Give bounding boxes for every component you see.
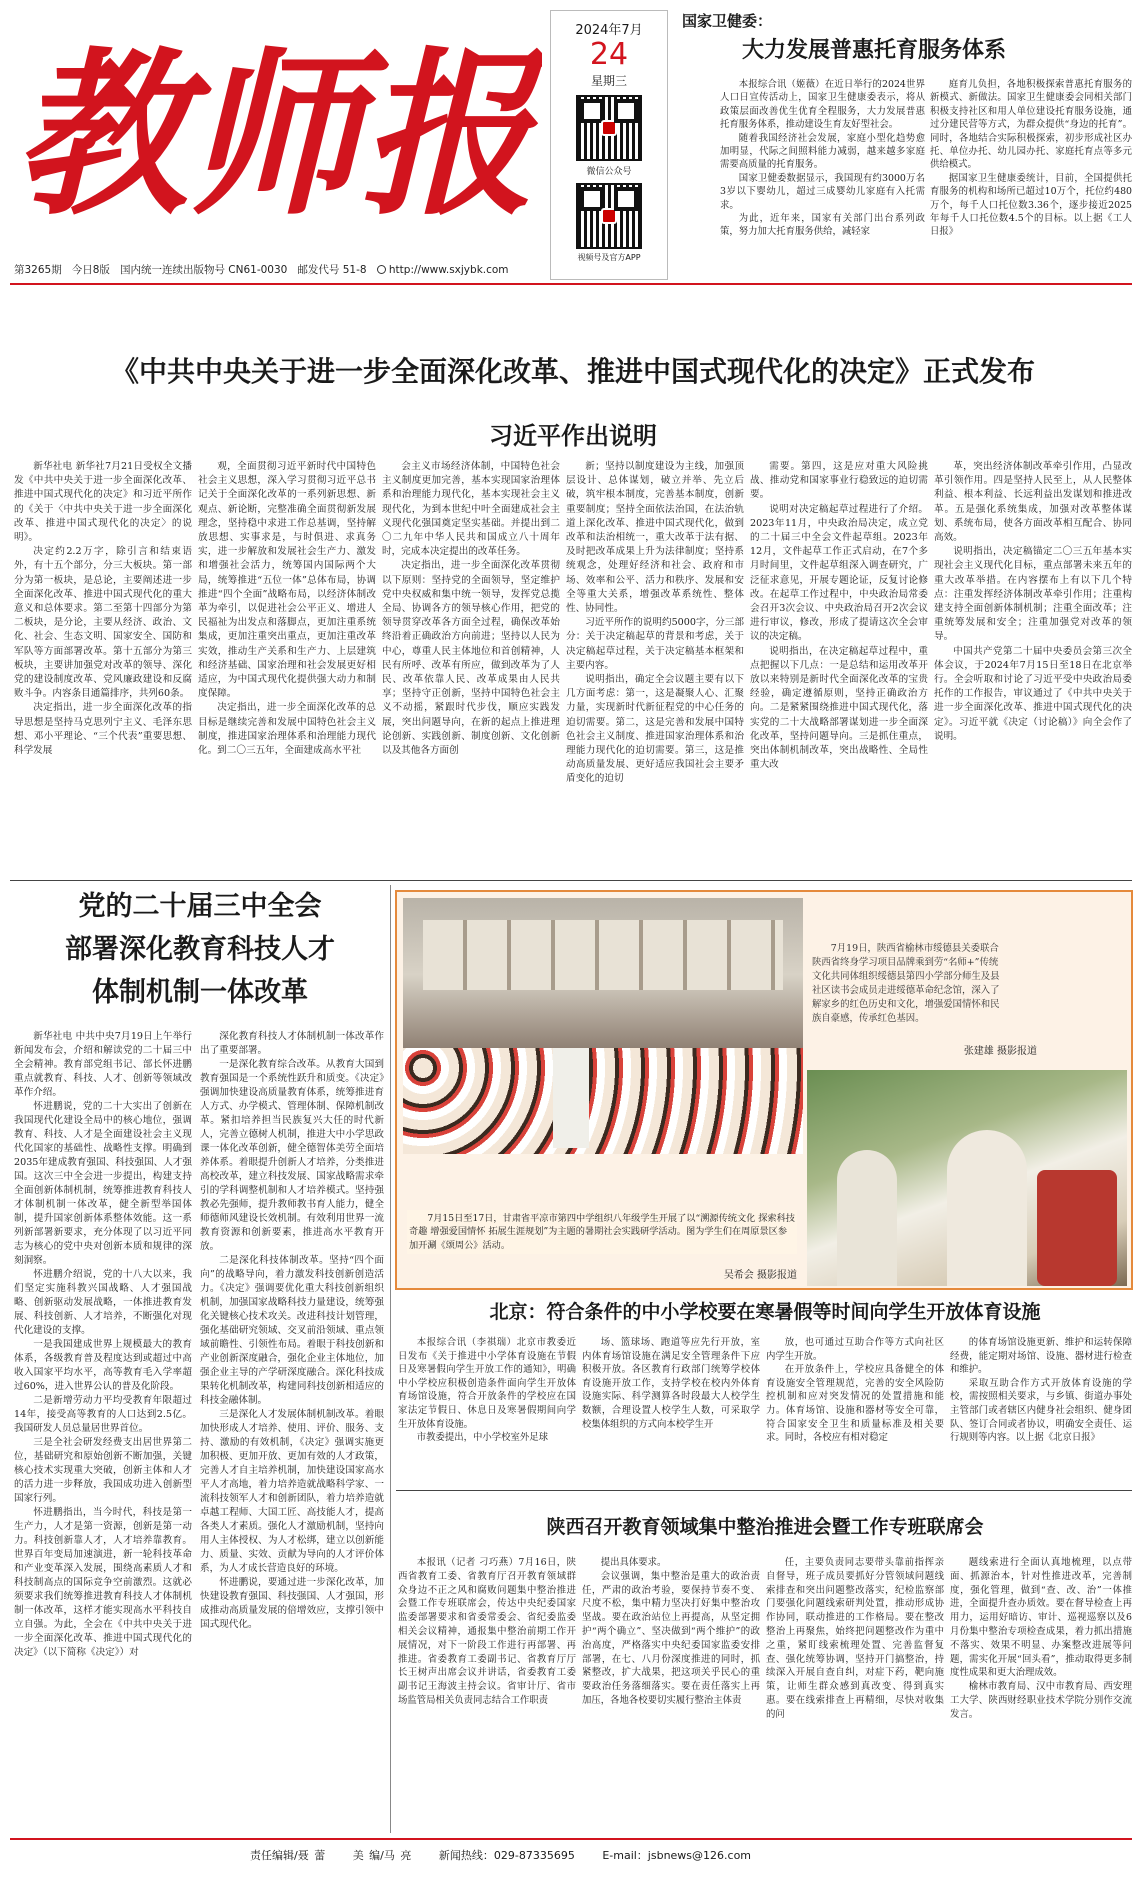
lead-col5: 需要。第四，这是应对重大风险挑战、推动党和国家事业行稳致远的迫切需要。 说明对决定稿起草过程进行了介绍。2023年11月，中央政治局决定，成立党的二十届三中全会文件起草组。2023年12月，文件起草工作正式启动，在7个多月时间里，文件起草组深入调查研究，广泛征求意见，开展专题论证，反复讨论修改。在起草工作过程中，中央政治局常委会召开3次会议、中央政治局召开2次会议进行审议，修改，形成了提请这次全会审议的决定稿。 说明指出，在决定稿起草过程中，重点把握以下几点：一是总结和运用改革开放以来特别是新时代全面深化改革的宝贵经验，确定遵循原则，坚持正确政治方向。二是紧紧围绕推进中国式现代化，落实党的二十大战略部署谋划进一步全面深化改革，坚持问题导向。三是抓住重点，突出体制机制改革，突出战略性、全局性重大改 [750,461,928,771]
website-link[interactable]: http://www.sxjybk.com [388,264,509,276]
left-story-col1: 新华社电 中共中央7月19日上午举行新闻发布会，介绍和解读党的二十届三中全会精神。教育部党组书记、部长怀进鹏重点就教育、科技、人才、创新等领域改革作介绍。 怀进鹏说，党的二十大实出了创新在我国现代化建设全局中的核心地位，强调教育、科技、人才是全面建设社会主义现代化国家的基础性、战略性支撑。明确到2035年建成教育强国、科技强国、人才强国。这次三中全会进一步提出，构建支持全面创新体制机制，统筹推进教育科技人才体制机制一体改革，健全新型举国体制，提升国家创新体系整体效能。这一系列新部署新要求，充分体现了以习近平同志为核心的党中央对创新本质和规律的深刻洞察。 怀进鹏介绍说，党的十八大以来，我们坚定实施科教兴国战略、人才强国战略、创新驱动发展战略，一体推进教育发展、科技创新、人才培养，不断强化对现代化建设的支撑。 一是我国建成世界上规模最大的教育体系，各级教育普及程度达到或超过中高收入国家平均水平，高等教育毛入学率超过60%，进入世界公认的普及化阶段。 二是新增劳动力平均受教育年限超过14年，接受高等教育的人口达到2.5亿。我国研发人员总量居世界首位。 三是全社会研发经费支出居世界第二位，基础研究和原始创新不断加强，关键核心技术实现重大突破，创新主体和人才的活力进一步释放，我国成功进入创新型国家行列。 怀进鹏指出，当今时代，科技是第一生产力，人才是第一资源，创新是第一动力。科技创新靠人才，人才培养靠教育。世界百年变局加速演进，新一轮科技革命和产业变革深入发展，围绕高素质人才和科技制高点的国际竞争空前激烈。这就必须要求我们统筹推进教育科技人才体制机制一体改革，这样才能实现高水平科技自立自强。为此，全会在《中共中央关于进一步全面深化改革、推进中国式现代化的决定》（以下简称《决定》）对 [14,1031,192,1658]
photo-credit-2: 吴希会 摄影报道 [723,1270,797,1281]
qr1-label: 微信公众号 [586,167,632,177]
masthead-logo [14,22,542,232]
photo-credit-1: 张建雄 摄影报道 [963,1046,1037,1057]
lead-col1: 新华社电 新华社7月21日受权全文播发《中共中央关于进一步全面深化改革、推进中国式现代化的决定》和习近平所作的《关于〈中共中央关于进一步全面深化改革、推进中国式现代化的决定〉的说明》。 决定约2.2万字，除引言和结束语外，有十五个部分，分三大板块。第一部分为第一板块，是总论，主要阐述进一步全面深化改革、推进中国式现代化的重大意义和总体要求。第二至第十四部分为第二板块，是分论，主要从经济、政治、文化、社会、生态文明、国家安全、国防和军队等方面部署改革。第十五部分为第三板块，主要讲加强党对改革的领导、深化党的建设制度改革、党风廉政建设和反腐败斗争。内容条目通篇排序，共列60条。 决定指出，进一步全面深化改革的指导思想是坚持马克思列宁主义、毛泽东思想、邓小平理论、“三个代表”重要思想、科学发展 [14,461,192,757]
lead-col6: 革，突出经济体制改革牵引作用，凸显改革引领作用。四是坚持人民至上，从人民整体利益、根本利益、长远利益出发谋划和推进改革。五是强化系统集成，加强对改革整体谋划、系统布局，使各方面改革相互配合、协同高效。 说明指出，决定稿锚定二〇三五年基本实现社会主义现代化目标，重点部署未来五年的重大改革举措。在内容摆布上有以下几个特点：注重发挥经济体制改革牵引作用；注重构建支持全面创新体制机制；注重全面改革；注重统筹发展和安全；注重加强党对改革的领导。 中国共产党第二十届中央委员会第三次全体会议，于2024年7月15日至18日在北京举行。全会听取和讨论了习近平受中央政治局委托作的工作报告，审议通过了《中共中央关于进一步全面深化改革、推进中国式现代化的决定》。习近平就《决定（讨论稿）》向全会作了说明。 [934,461,1132,742]
date-box [550,10,668,280]
beijing-col2: 场、篮球场、跑道等应先行开放，室内体育场馆设施在满足安全管理条件下应积极开放。各区教育行政部门统筹学校体育设施开放工作，支持学校在校内外体育设施实际、科学测算各时段最大人校学生数额，合理设置人校学生人数，可采取学校集体组织的方式向本校学生开 [582,1337,760,1430]
date-weekday: 星期三 [590,74,627,88]
wechat-qr-code[interactable] [576,95,642,161]
issue-number: 第3265期 [14,264,62,276]
postal-code: 邮发代号 51-8 [297,264,367,276]
beijing-col3: 放，也可通过互助合作等方式向社区内学生开放。 在开放条件上，学校应具备健全的体育设施安全管理规范，完善的安全风险防控机制和应对突发情况的处置措施和能力。体育场馆、设施和器材等安全可靠，符合国家安全卫生和质量标准及相关要求。同时，各校应有相对稳定 [766,1337,944,1444]
shaanxi-col2: 提出具体要求。 会议强调，集中整治是重大的政治责任，严肃的政治考验，要保持节奏不变、尺度不松，集中精力坚决打好集中整治攻坚战。要在政治站位上再提高，从坚定拥护“两个确立”、坚决做到“两个维护”的政治高度，严格落实中央纪委国家监委安排部署，在七、八月份深度推进的同时，抓紧整改，扩大战果，把这项关乎民心的重要政治任务落细落实。要在责任落实上再加压，各地各校要切实履行整治主体责 [582,1557,760,1706]
footer-info [250,1847,1130,1863]
globe-icon [377,265,386,274]
footer-email[interactable]: E-mail：jsbnews@126.com [602,1849,752,1862]
left-story-title: 党的二十届三中全会 部署深化教育科技人才 体制机制一体改革 [65,891,335,1008]
photo-ceremony [807,1070,1127,1286]
footer-designer: 美 编/马 亮 [352,1849,412,1862]
shaanxi-story-title: 陕西召开教育领域集中整治推进会暨工作专班联席会 [546,1516,984,1538]
photo-caption-1: 7月19日，陕西省榆林市绥德县关委联合陕西省终身学习项目品牌乘到劳“名师+”传统文化共同体组织绥德县第四小学部分师生及县社区读书会成员走进绥德革命纪念馆，深入了解家乡的红色历史和文化，增强爱国情怀和民族自豪感，传承红色基因。 [812,943,1000,1024]
date-day: 24 [589,37,629,72]
top-story-col2: 庭育儿负担，各地积极探索普惠托育服务的新模式、新做法。国家卫生健康委会同相关部门积极支持社区和用人单位建设托育服务设施，通过分建民营等方式，为群众提供“身边的托育”。同时，各地结合实际积极探索，初步形成社区办托、单位办托、幼儿园办托、家庭托育点等多元供给模式。 据国家卫生健康委统计，目前，全国提供托育服务的机构和场所已超过10万个，托位约480万个，每千人口托位数3.36个，逐步接近2025年每千人口托位数4.5个的目标。以上据《工人日报》 [930,79,1132,238]
logo-calligraphy [14,22,542,232]
shaanxi-col4: 题线索进行全面认真地梳理，以点带面、抓源治本，针对性推进改革，完善制度，强化管理，做到“查、改、治”一体推进，全面提升查办质效。要在督导检查上再用力，运用好暗访、审计、巡视巡察以及6月份集中整治专项检查成果，着力抓出措施不落实、效果不明显、办案整改进展等问题，需实化开展“回头看”，推动取得更多制度性成果和更大治理成效。 榆林市教育局、汉中市教育局、西安理工大学、陕西财经职业技术学院分别作交流发言。 [950,1557,1132,1720]
cn-number: 国内统一连续出版物号 CN61-0030 [119,264,288,276]
beijing-col1: 本报综合讯（李祺瑞）北京市教委近日发布《关于推进中小学体育设施在节假日及寒暑假向学生开放工作的通知》，明确中小学校应积极创造条件面向学生开放体育场馆设施，符合开放条件的学校应在国家法定节假日、休息日及寒暑假期间向学生开放体育设施。 市教委提出，中小学校室外足球 [398,1337,576,1444]
photo-caption-2: 7月15日至17日，甘肃省平凉市第四中学组织八年级学生开展了以“溯源传统文化 探索科技奇趣 增强爱国情怀 拓展生涯规划”为主题的暑期社会实践研学活动。图为学生们在周原景区参加开涮《颂周公》活动。 [407,1210,797,1254]
footer-rule [10,1838,1132,1840]
top-story-kicker: 国家卫健委： [682,12,773,30]
app-qr-code[interactable] [576,183,642,249]
logo-text: 教师报 [14,30,542,232]
shaanxi-col1: 本报讯（记者 刁巧燕）7月16日，陕西省教育工委、省教育厅召开教育领域群众身边不正之风和腐败问题集中整治推进会暨工作专班联席会，传达中央纪委国家监委部署要求和省委常委会、省纪委监委相关会议精神，通报集中整治前期工作开展情况，对下一阶段工作进行再部署、再推进。省委教育工委副书记、省教育厅厅长王树声出席会议并讲话，省委教育工委副书记王海波主持会议。省审计厅、省市场监管局相关负责同志结合工作职责 [398,1557,576,1706]
top-story-col1: 本报综合讯（姬薇）在近日举行的2024世界人口日宣传活动上，国家卫生健康委表示，将从政策层面改善优生优育全程服务，大力发展普惠托育服务体系，推动建设生育友好型社会。 随着我国经济社会发展，家庭小型化趋势愈加明显，代际之间照料能力减弱，越来越多家庭需要高质量的托育服务。 国家卫健委数据显示，我国现有约3000万名3岁以下婴幼儿，超过三成婴幼儿家庭有入托需求。 为此，近年来，国家有关部门出台系列政策，努力加大托育服务供给，减轻家 [720,79,925,238]
left-story-col2: 深化教育科技人才体制机制一体改革作出了重要部署。 一是深化教育综合改革。从教育大国到教育强国是一个系统性跃升和质变。《决定》强调加快建设高质量教育体系，统筹推进育人方式、办学模式、管理体制、保障机制改革。紧扣培养担当民族复兴大任的时代新人，完善立德树人机制，推进大中小学思政课一体化改革创新，健全德智体美劳全面培养体系。着眼提升创新人才培养，分类推进高校改革，建立科技发展、国家战略需求牵引的学科调整机制和人才培养模式。坚持强教必先强师，提升教师教书育人能力，健全师德师风建设长效机制。有效利用世界一流教育资源和创新要素，推进高水平教育开放。 二是深化科技体制改革。坚持“四个面向”的战略导向，着力激发科技创新创造活力。《决定》强调要优化重大科技创新组织机制，加强国家战略科技力量建设，统筹强化关键核心技术攻关。改进科技计划管理，强化基础研究领域、交叉前沿领域、重点领域前瞻性、引领性布局。着眼于科技创新和产业创新深度融合，强化企业主体地位，加强企业主导的产学研深度融合。深化科技成果转化机制改革，构建同科技创新相适应的科技金融体制。 三是深化人才发展体制机制改革。着眼加快形成人才培养、使用、评价、服务、支持、激励的有效机制，《决定》强调实施更加积极、更加开放、更加有效的人才政策，完善人才自主培养机制，加快建设国家高水平人才高地，着力培养造就战略科学家、一流科技领军人才和创新团队，着力培养造就卓越工程师、大国工匠、高技能人才，提高各类人才素质。强化人才激励机制，坚持向用人主体授权、为人才松绑，建立以创新能力、质量、实效、贡献为导向的人才评价体系，为人才成长营造良好的环境。 怀进鹏说，要通过进一步深化改革，加快建设教育强国、科技强国、人才强国，形成推动高质量发展的倍增效应，支撑引领中国式现代化。 [200,1031,384,1630]
lead-bottom-rule [10,880,1132,881]
lead-col2: 观，全面贯彻习近平新时代中国特色社会主义思想，深入学习贯彻习近平总书记关于全面深化改革的一系列新思想、新观点、新论断，完整准确全面贯彻新发展理念，坚持稳中求进工作总基调，坚持解放思想、实事求是，与时俱进、求真务实，进一步解放和发展社会生产力、激发和增强社会活力，统筹国内国际两个大局，统筹推进“五位一体”总体布局，协调推进“四个全面”战略布局，以经济体制改革为牵引，以促进社会公平正义、增进人民福祉为出发点和落脚点，更加注重系统集成，更加注重突出重点，更加注重改革实效，推动生产关系和生产力、上层建筑和经济基础、国家治理和社会发展更好相适应，为中国式现代化提供强大动力和制度保障。 决定指出，进一步全面深化改革的总目标是继续完善和发展中国特色社会主义制度，推进国家治理体系和治理能力现代化。到二〇三五年，全面建成高水平社 [198,461,376,757]
top-story-title: 大力发展普惠托育服务体系 [742,38,1007,63]
photo-feature [395,890,1133,1290]
date-year-month: 2024年7月 [575,23,643,38]
shaanxi-col3: 任，主要负责同志要带头靠前指挥亲自督导，班子成员要抓好分管领域问题线索排查和突出问题整改落实，纪检监察部门要强化问题线索研判处置，推动形成协作协同，联动推进的工作格局。要在整改整治上再聚焦，始终把问题整改作为重中之重，紧盯线索梳理处置、完善监督复查、强化统筹协调，坚持开门搞整治，持续深入开展自查自纠，对症下药，靶向施策，让师生群众感到真改变、得到真实惠。要在线索排查上再精细，尽快对收集的问 [766,1557,944,1720]
top-story [682,10,1132,64]
beijing-story-title: 北京：符合条件的中小学校要在寒暑假等时间向学生开放体育设施 [489,1301,1041,1323]
footer-hotline: 新闻热线：029-87335695 [438,1849,575,1862]
qr2-label: 视频号及官方APP [577,253,641,262]
beijing-bottom-rule [396,1490,1132,1491]
lead-subtitle: 习近平作出说明 [489,422,657,450]
page-count: 今日8版 [71,264,110,276]
lead-title: 《中共中央关于进一步全面深化改革、推进中国式现代化的决定》正式发布 [110,355,1035,388]
footer-editor: 责任编辑/聂 蕾 [250,1849,326,1862]
lead-col4: 新；坚持以制度建设为主线，加强顶层设计、总体谋划，破立并举、先立后破，筑牢根本制度，完善基本制度，创新重要制度；坚持全面依法治国，在法治轨道上深化改革、推进中国式现代化，做到改革和法治相统一，重大改革于法有据、及时把改革成果上升为法律制度；坚持系统观念，处理好经济和社会、政府和市场、效率和公平、活力和秩序、发展和安全等重大关系，增强改革系统性、整体性、协同性。 习近平所作的说明约5000字，分三部分：关于决定稿起草的背景和考虑，关于决定稿起草过程，关于决定稿基本框架和主要内容。 说明指出，确定全会议题主要有以下几方面考虑：第一，这是凝聚人心、汇聚力量，实现新时代新征程党的中心任务的迫切需要。第二，这是完善和发展中国特色社会主义制度、推进国家治理体系和治理能力现代化的迫切需要。第三，这是推动高质量发展、更好适应我国社会主要矛盾变化的迫切 [566,461,744,785]
column-divider [390,885,391,1833]
masthead-info-line [14,262,544,277]
lead-col3: 会主义市场经济体制，中国特色社会主义制度更加完善，基本实现国家治理体系和治理能力现代化，基本实现社会主义现代化，为到本世纪中叶全面建成社会主义现代化强国奠定坚实基础。并提出到二〇二九年中华人民共和国成立八十周年时，完成本决定提出的改革任务。 决定指出，进一步全面深化改革贯彻以下原则：坚持党的全面领导，坚定维护党中央权威和集中统一领导，发挥党总揽全局、协调各方的领导核心作用，把党的领导贯穿改革各方面全过程，确保改革始终沿着正确政治方向前进；坚持以人民为中心，尊重人民主体地位和首创精神，人民有所呼、改革有所应，做到改革为了人民、改革依靠人民、改革成果由人民共享；坚持守正创新，坚持中国特色社会主义不动摇，紧跟时代步伐，顺应实践发展，突出问题导向，在新的起点上推进理论创新、实践创新、制度创新、文化创新以及其他各方面创 [382,461,560,757]
photo-museum-visit [403,898,803,1154]
masthead-rule [10,283,1132,285]
beijing-col4: 的体育场馆设施更新、维护和运转保障经费，能定期对场馆、设施、器材进行检查和维护。 采取互助合作方式开放体育设施的学校，需按照相关要求，与乡镇、街道办事处主管部门或者辖区内健身社会组织、健身团队、签订合同或者协议，明确安全责任、运行规则等内容。以上据《北京日报》 [950,1337,1132,1444]
